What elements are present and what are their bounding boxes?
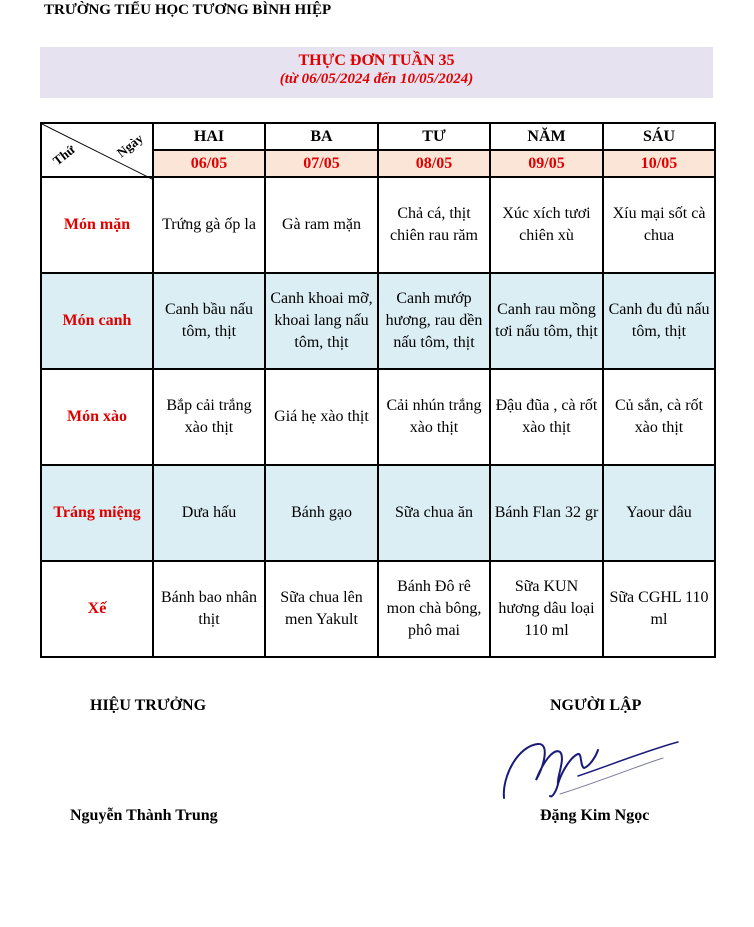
menu-item: Đậu đũa , cà rốt xào thịt [490, 369, 603, 465]
menu-table [40, 122, 716, 658]
row-label: Món mặn [41, 177, 153, 273]
school-name: TRƯỜNG TIỂU HỌC TƯƠNG BÌNH HIỆP [44, 2, 332, 18]
menu-item: Canh khoai mỡ, khoai lang nấu tôm, thịt [265, 273, 378, 369]
row-label: Xế [41, 561, 153, 657]
day-date: 10/05 [603, 150, 715, 177]
menu-item: Yaour dâu [603, 465, 715, 561]
menu-item: Dưa hấu [153, 465, 265, 561]
menu-item: Bắp cải trắng xào thịt [153, 369, 265, 465]
menu-item: Xúc xích tươi chiên xù [490, 177, 603, 273]
corner-label-thu: Thứ [49, 141, 78, 169]
menu-item: Sữa chua ăn [378, 465, 490, 561]
day-date: 09/05 [490, 150, 603, 177]
menu-item: Sữa chua lên men Yakult [265, 561, 378, 657]
day-name: TƯ [378, 123, 490, 150]
menu-item: Bánh gạo [265, 465, 378, 561]
title-banner [40, 47, 713, 98]
menu-title: THỰC ĐƠN TUẦN 35 [298, 52, 455, 69]
menu-item: Sữa CGHL 110 ml [603, 561, 715, 657]
corner-cell [41, 123, 153, 177]
day-date: 08/05 [378, 150, 490, 177]
day-name: HAI [153, 123, 265, 150]
menu-row-mon-canh [41, 273, 715, 369]
menu-item: Củ sắn, cà rốt xào thịt [603, 369, 715, 465]
menu-row-mon-xao [41, 369, 715, 465]
menu-item: Trứng gà ốp la [153, 177, 265, 273]
corner-label-ngay: Ngày [113, 130, 146, 161]
menu-row-mon-man [41, 177, 715, 273]
menu-item: Xíu mại sốt cà chua [603, 177, 715, 273]
date-range: (từ 06/05/2024 đến 10/05/2024) [279, 71, 474, 87]
handwritten-signature [498, 736, 683, 804]
day-name: SÁU [603, 123, 715, 150]
day-name: NĂM [490, 123, 603, 150]
preparer-title: NGƯỜI LẬP [550, 697, 642, 714]
menu-item: Bánh Flan 32 gr [490, 465, 603, 561]
menu-item: Cải nhún trắng xào thịt [378, 369, 490, 465]
menu-item: Sữa KUN hương dâu loại 110 ml [490, 561, 603, 657]
day-date: 06/05 [153, 150, 265, 177]
day-name: BA [265, 123, 378, 150]
menu-item: Canh đu đủ nấu tôm, thịt [603, 273, 715, 369]
menu-row-xe [41, 561, 715, 657]
row-label: Món canh [41, 273, 153, 369]
menu-row-trang-mieng [41, 465, 715, 561]
menu-item: Giá hẹ xào thịt [265, 369, 378, 465]
row-label: Tráng miệng [41, 465, 153, 561]
menu-item: Canh mướp hương, rau dền nấu tôm, thịt [378, 273, 490, 369]
principal-title: HIỆU TRƯỞNG [90, 697, 207, 714]
menu-item: Canh rau mồng tơi nấu tôm, thịt [490, 273, 603, 369]
menu-item: Canh bầu nấu tôm, thịt [153, 273, 265, 369]
preparer-name: Đặng Kim Ngọc [540, 807, 650, 824]
row-label: Món xào [41, 369, 153, 465]
menu-item: Gà ram mặn [265, 177, 378, 273]
menu-item: Chả cá, thịt chiên rau răm [378, 177, 490, 273]
principal-name: Nguyễn Thành Trung [70, 807, 218, 824]
day-date: 07/05 [265, 150, 378, 177]
menu-item: Bánh bao nhân thịt [153, 561, 265, 657]
menu-item: Bánh Đô rê mon chà bông, phô mai [378, 561, 490, 657]
